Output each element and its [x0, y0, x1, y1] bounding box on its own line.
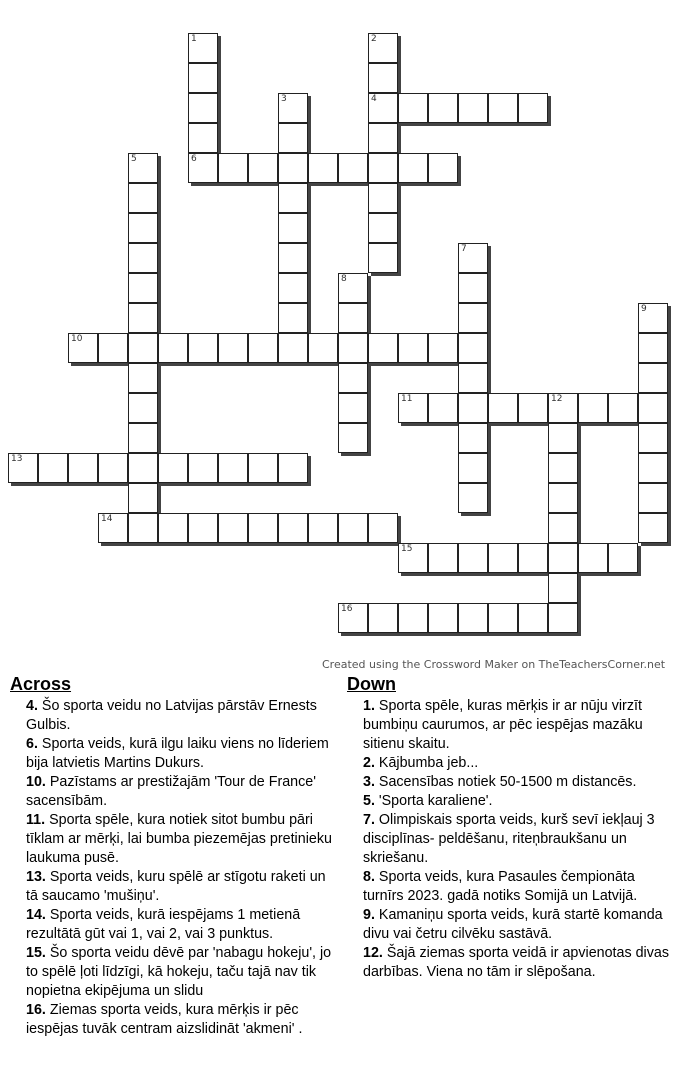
grid-cell[interactable] — [428, 543, 458, 573]
clue-text: Sporta veids, kurā iespējams 1 metienā rezultātā gūt vai 1, vai 2, vai 3 punktus. — [26, 907, 301, 942]
clue-label: 14. — [26, 907, 46, 923]
grid-cell[interactable] — [218, 153, 248, 183]
clue-text: Sporta spēle, kuras mērķis ir ar nūju virzīt bumbiņu caurumos, ar pēc iespējas mazāku sitienu skaitu. — [363, 698, 643, 752]
grid-cell[interactable] — [188, 33, 218, 63]
down-clue — [363, 868, 672, 906]
grid-cell[interactable] — [338, 603, 368, 633]
grid-cell[interactable] — [428, 153, 458, 183]
grid-cell[interactable] — [428, 393, 458, 423]
grid-cell[interactable] — [488, 603, 518, 633]
clue-number: 13 — [11, 454, 23, 464]
grid-cell[interactable] — [278, 273, 308, 303]
grid-cell[interactable] — [278, 123, 308, 153]
grid-cell[interactable] — [98, 513, 128, 543]
grid-cell[interactable] — [518, 93, 548, 123]
grid-cell[interactable] — [128, 273, 158, 303]
grid-cell[interactable] — [398, 93, 428, 123]
grid-cell[interactable] — [428, 333, 458, 363]
grid-cell[interactable] — [368, 123, 398, 153]
across-clues — [10, 674, 332, 1039]
grid-cell[interactable] — [188, 123, 218, 153]
grid-cell[interactable] — [338, 303, 368, 333]
down-clues — [347, 674, 672, 982]
grid-cell[interactable] — [368, 183, 398, 213]
grid-cell[interactable] — [638, 303, 668, 333]
grid-cell[interactable] — [458, 303, 488, 333]
clue-text: Kamaniņu sporta veids, kurā startē komanda divu vai četru cilvēku sastāvā. — [363, 907, 663, 942]
grid-cell[interactable] — [368, 33, 398, 63]
clue-number: 16 — [341, 604, 353, 614]
grid-cell[interactable] — [368, 213, 398, 243]
clue-label: 6. — [26, 736, 38, 752]
grid-cell[interactable] — [368, 243, 398, 273]
across-clue — [26, 906, 332, 944]
clue-label: 1. — [363, 698, 375, 714]
grid-cell[interactable] — [608, 543, 638, 573]
grid-cell[interactable] — [368, 603, 398, 633]
grid-cell[interactable] — [188, 333, 218, 363]
clue-label: 5. — [363, 793, 375, 809]
grid-cell[interactable] — [38, 453, 68, 483]
grid-cell[interactable] — [398, 153, 428, 183]
clue-text: 'Sporta karaliene'. — [378, 793, 493, 809]
grid-cell[interactable] — [608, 393, 638, 423]
grid-cell[interactable] — [338, 333, 368, 363]
grid-cell[interactable] — [308, 333, 338, 363]
down-clue — [363, 792, 672, 811]
grid-cell[interactable] — [278, 213, 308, 243]
grid-cell[interactable] — [128, 423, 158, 453]
grid-cell[interactable] — [128, 243, 158, 273]
down-clue — [363, 811, 672, 868]
grid-cell[interactable] — [278, 303, 308, 333]
grid-cell[interactable] — [518, 603, 548, 633]
clue-label: 12. — [363, 945, 383, 961]
grid-cell[interactable] — [188, 513, 218, 543]
grid-cell[interactable] — [458, 243, 488, 273]
grid-cell[interactable] — [278, 93, 308, 123]
grid-cell[interactable] — [188, 93, 218, 123]
clue-label: 11. — [26, 812, 46, 828]
clue-text: Sporta veids, kurā ilgu laiku viens no līderiem bija latvietis Martins Dukurs. — [26, 736, 329, 771]
across-clue — [26, 697, 332, 735]
grid-cell[interactable] — [548, 603, 578, 633]
grid-cell[interactable] — [128, 213, 158, 243]
grid-cell[interactable] — [638, 393, 668, 423]
grid-cell[interactable] — [638, 453, 668, 483]
clue-label: 7. — [363, 812, 375, 828]
clue-number: 12 — [551, 394, 563, 404]
grid-cell[interactable] — [458, 333, 488, 363]
grid-cell[interactable] — [278, 453, 308, 483]
grid-cell[interactable] — [368, 333, 398, 363]
grid-cell[interactable] — [398, 333, 428, 363]
grid-cell[interactable] — [248, 333, 278, 363]
down-clue — [363, 906, 672, 944]
grid-cell[interactable] — [578, 393, 608, 423]
clue-number: 9 — [641, 304, 647, 314]
clue-number: 8 — [341, 274, 347, 284]
grid-cell[interactable] — [308, 153, 338, 183]
clue-number: 10 — [71, 334, 83, 344]
grid-cell[interactable] — [158, 513, 188, 543]
clue-label: 2. — [363, 755, 375, 771]
grid-cell[interactable] — [398, 603, 428, 633]
grid-cell[interactable] — [278, 333, 308, 363]
grid-cell[interactable] — [548, 483, 578, 513]
clue-label: 13. — [26, 869, 46, 885]
clue-text: Šo sporta veidu no Latvijas pārstāv Ernests Gulbis. — [26, 698, 317, 733]
clue-text: Kājbumba jeb... — [378, 755, 479, 771]
grid-cell[interactable] — [428, 93, 458, 123]
grid-cell[interactable] — [128, 393, 158, 423]
grid-cell[interactable] — [128, 183, 158, 213]
grid-cell[interactable] — [98, 453, 128, 483]
credit-line: Created using the Crossword Maker on TheTeachersCorner.net — [322, 658, 666, 671]
clue-text: Pazīstams ar prestižajām 'Tour de France' sacensībām. — [26, 774, 316, 809]
grid-cell[interactable] — [128, 483, 158, 513]
down-clue — [363, 697, 672, 754]
across-clue — [26, 868, 332, 906]
across-heading: Across — [10, 674, 72, 694]
grid-cell[interactable] — [128, 153, 158, 183]
grid-cell[interactable] — [278, 243, 308, 273]
grid-cell[interactable] — [518, 393, 548, 423]
clue-label: 3. — [363, 774, 375, 790]
clue-text: Olimpiskais sporta veids, kurš sevī iekļauj 3 disciplīnas- peldēšanu, riteņbraukšanu un skriešanu. — [363, 812, 655, 866]
grid-cell[interactable] — [338, 513, 368, 543]
grid-cell[interactable] — [158, 453, 188, 483]
across-clue — [26, 1001, 332, 1039]
grid-cell[interactable] — [188, 63, 218, 93]
grid-cell[interactable] — [218, 333, 248, 363]
clue-number: 11 — [401, 394, 413, 404]
across-clue — [26, 944, 332, 1001]
grid-cell[interactable] — [338, 153, 368, 183]
grid-cell[interactable] — [548, 453, 578, 483]
grid-cell[interactable] — [398, 543, 428, 573]
clue-number: 3 — [281, 94, 287, 104]
grid-cell[interactable] — [458, 603, 488, 633]
grid-cell[interactable] — [128, 333, 158, 363]
down-heading: Down — [347, 674, 396, 694]
grid-cell[interactable] — [488, 93, 518, 123]
grid-cell[interactable] — [428, 603, 458, 633]
grid-cell[interactable] — [8, 453, 38, 483]
clue-label: 15. — [26, 945, 46, 961]
grid-cell[interactable] — [98, 333, 128, 363]
clue-label: 16. — [26, 1002, 46, 1018]
clue-number: 6 — [191, 154, 197, 164]
down-clue — [363, 773, 672, 792]
grid-cell[interactable] — [398, 393, 428, 423]
down-clue — [363, 754, 672, 773]
grid-cell[interactable] — [368, 63, 398, 93]
grid-cell[interactable] — [128, 453, 158, 483]
clue-number: 2 — [371, 34, 377, 44]
grid-cell[interactable] — [218, 453, 248, 483]
grid-cell[interactable] — [458, 363, 488, 393]
grid-cell[interactable] — [188, 153, 218, 183]
grid-cell[interactable] — [278, 183, 308, 213]
grid-cell[interactable] — [638, 333, 668, 363]
clue-label: 10. — [26, 774, 46, 790]
clue-number: 14 — [101, 514, 113, 524]
grid-cell[interactable] — [248, 153, 278, 183]
grid-cell[interactable] — [548, 393, 578, 423]
grid-cell[interactable] — [548, 423, 578, 453]
clue-text: Šo sporta veidu dēvē par 'nabagu hokeju', jo to spēlē ļoti līdzīgi, kā hokeju, taču tajā nav tik nopietna ekipējuma un slidu — [26, 945, 332, 999]
grid-cell[interactable] — [548, 513, 578, 543]
grid-cell[interactable] — [278, 153, 308, 183]
grid-cell[interactable] — [128, 363, 158, 393]
grid-cell[interactable] — [128, 303, 158, 333]
grid-cell[interactable] — [248, 513, 278, 543]
grid-cell[interactable] — [128, 513, 158, 543]
clue-text: Šajā ziemas sporta veidā ir apvienotas divas darbības. Viena no tām ir slēpošana. — [363, 945, 669, 980]
grid-cell[interactable] — [638, 513, 668, 543]
grid-cell[interactable] — [638, 363, 668, 393]
grid-cell[interactable] — [458, 483, 488, 513]
grid-cell[interactable] — [68, 333, 98, 363]
clue-text: Sporta veids, kura Pasaules čempionāta turnīrs 2023. gadā notiks Somijā un Latvijā. — [363, 869, 638, 904]
grid-cell[interactable] — [458, 453, 488, 483]
grid-cell[interactable] — [248, 453, 278, 483]
grid-cell[interactable] — [488, 543, 518, 573]
grid-cell[interactable] — [458, 93, 488, 123]
clue-number: 4 — [371, 94, 377, 104]
clue-text: Sporta spēle, kura notiek sitot bumbu pāri tīklam ar mērķi, lai bumba piezemējas pretinieku laukuma pusē. — [26, 812, 332, 866]
clue-number: 15 — [401, 544, 413, 554]
across-clue — [26, 735, 332, 773]
grid-cell[interactable] — [458, 393, 488, 423]
down-clue — [363, 944, 672, 982]
grid-cell[interactable] — [368, 153, 398, 183]
clue-number: 1 — [191, 34, 197, 44]
clue-text: Sacensības notiek 50-1500 m distancēs. — [378, 774, 637, 790]
grid-cell[interactable] — [278, 513, 308, 543]
grid-cell[interactable] — [458, 273, 488, 303]
grid-cell[interactable] — [638, 483, 668, 513]
grid-cell[interactable] — [308, 513, 338, 543]
grid-cell[interactable] — [488, 393, 518, 423]
grid-cell[interactable] — [518, 543, 548, 573]
grid-cell[interactable] — [188, 453, 218, 483]
grid-cell[interactable] — [68, 453, 98, 483]
clue-label: 9. — [363, 907, 375, 923]
grid-cell[interactable] — [338, 393, 368, 423]
clue-text: Sporta veids, kuru spēlē ar stīgotu raketi un tā saucamo 'mušiņu'. — [26, 869, 326, 904]
grid-cell[interactable] — [458, 543, 488, 573]
grid-cell[interactable] — [338, 363, 368, 393]
grid-cell[interactable] — [368, 93, 398, 123]
grid-cell[interactable] — [338, 273, 368, 303]
grid-cell[interactable] — [578, 543, 608, 573]
clue-number: 5 — [131, 154, 137, 164]
grid-cell[interactable] — [338, 423, 368, 453]
grid-cell[interactable] — [458, 423, 488, 453]
grid-cell[interactable] — [158, 333, 188, 363]
clue-text: Ziemas sporta veids, kura mērķis ir pēc iespējas tuvāk centram aizslidināt 'akmeni' . — [26, 1002, 303, 1037]
across-clue — [26, 811, 332, 868]
grid-cell[interactable] — [548, 543, 578, 573]
grid-cell[interactable] — [638, 423, 668, 453]
clue-label: 8. — [363, 869, 375, 885]
clue-number: 7 — [461, 244, 467, 254]
grid-cell[interactable] — [548, 573, 578, 603]
across-clue — [26, 773, 332, 811]
clue-label: 4. — [26, 698, 38, 714]
grid-cell[interactable] — [368, 513, 398, 543]
grid-cell[interactable] — [218, 513, 248, 543]
